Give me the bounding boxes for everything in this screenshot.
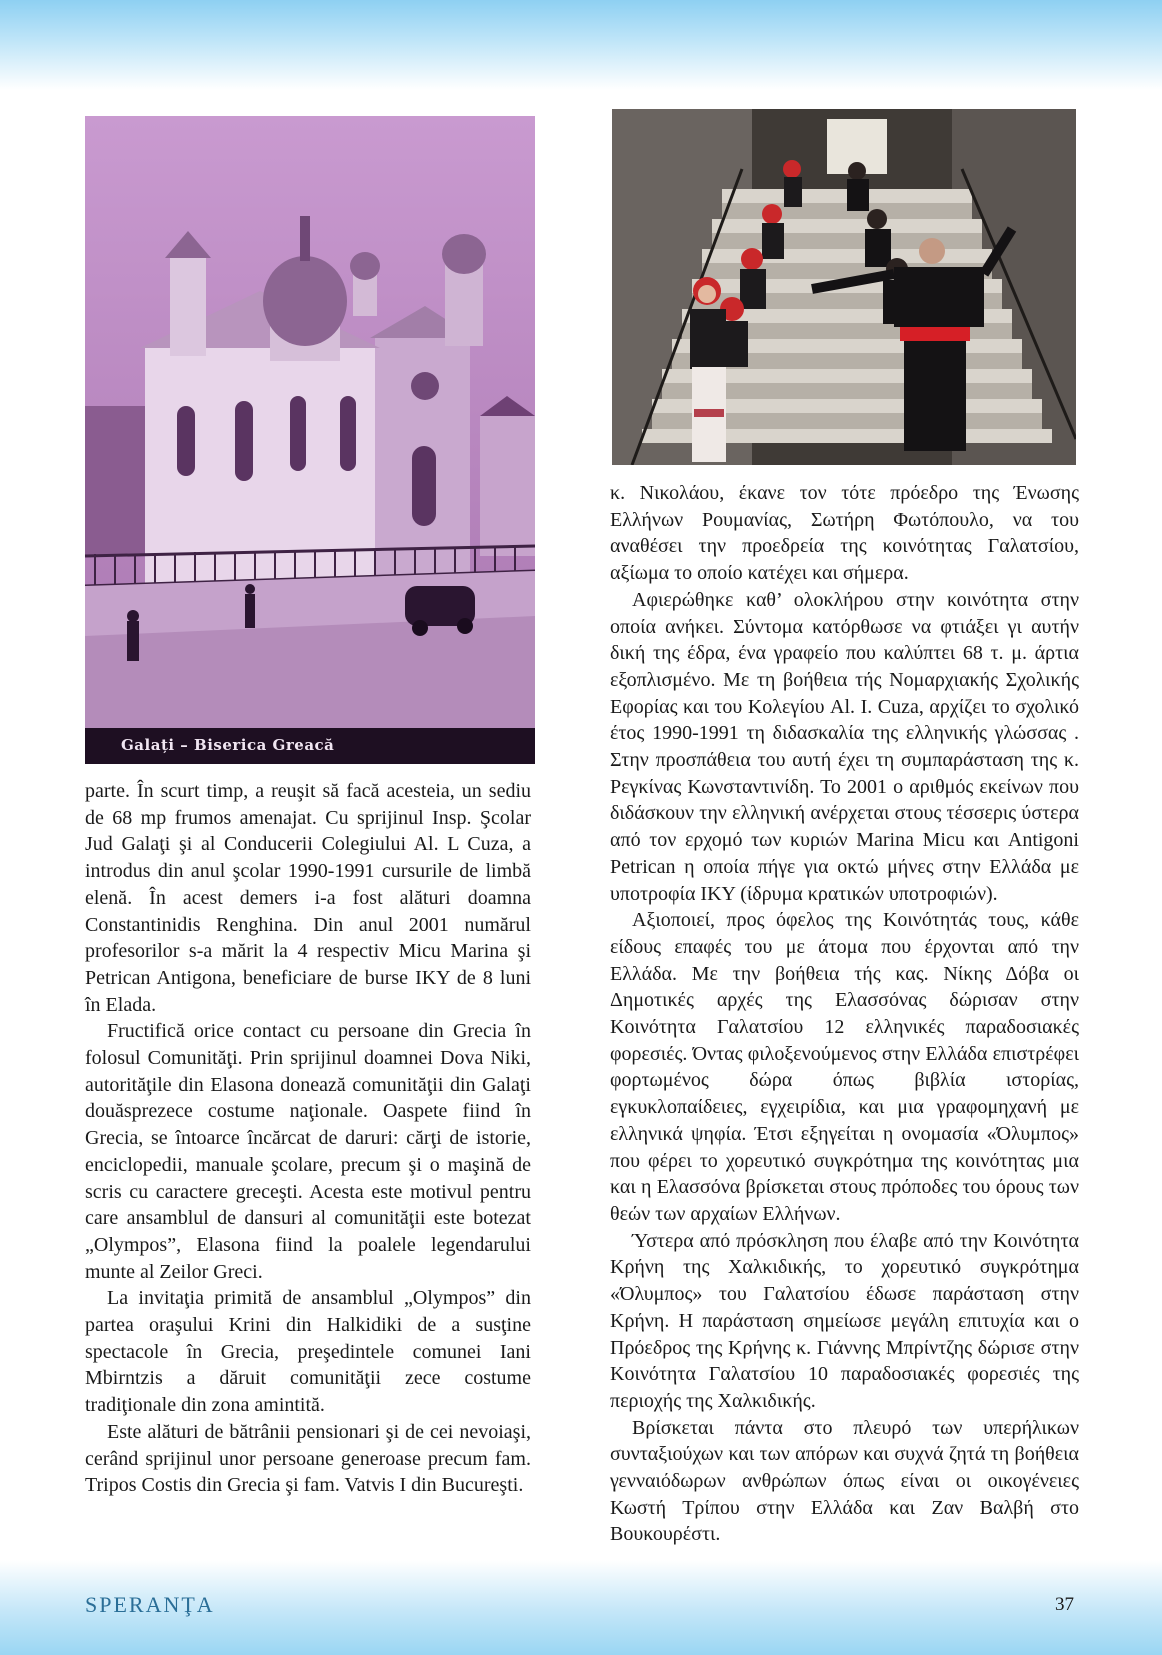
paragraph: La invitaţia primită de ansamblul „Olympos” din partea oraşului Krini din Halkidiki de a susţine spectacole în Grecia, preşedintele comunei Iani Mbirntzis a dăruit comunităţii zece costume tradiţionale din zona amintită.	[85, 1287, 531, 1417]
greek-text-column	[610, 480, 1079, 1548]
paragraph: Fructifică orice contact cu persoane din Grecia în folosul Comunităţi. Prin sprijinul doamnei Dova Niki, autorităţile din Elasona donează comunităţii din Galaţi douăsprezece costume naţionale. Oaspete fiind în Grecia, se întoarce încărcat de daruri: cărţi de istorie, enciclopedii, manuale şcolare, precum şi o maşină de scris cu caractere greceşti. Acesta este motivul pentru care ansamblul de dansuri al comunităţii este botezat „Olympos”, Elasona fiind la poalele legendarului munte al Zeilor Greci.	[85, 1020, 531, 1283]
dancers-photo	[612, 109, 1076, 465]
romanian-text-column	[85, 778, 531, 1499]
paragraph: Αξιοποιεί, προς όφελος της Κοινότητάς τους, κάθε είδους επαφές του με άτομα που έρχονται από την Ελλάδα. Με την βοήθεια τής κας. Νίκης Δόβα οι Δημοτικές αρχές της Ελασσόνας δώρισαν στην Κοινότητα Γαλατσίου 12 ελληνικές παραδοσιακές φορεσιές. Όντας φιλοξενούμενος στην Ελλάδα επιστρέφει φορτωμένος δώρα όπως βιβλία ιστορίας, εγκυκλοπαίδειες, εγχειρίδια, και μια γραφομηχανή με ελληνικά ψηφία. Έτσι εξηγείται η ονομασία «Όλυμπος» που φέρει το χορευτικό συγκρότημα της κοινότητας μια και η Ελασσόνα βρίσκεται στους πρόποδες του όρους των θεών των αρχαίων Ελλήνων.	[610, 909, 1079, 1225]
photo-caption: Galați – Biserica Greacă	[121, 736, 335, 754]
magazine-title: SPERANŢA	[85, 1592, 215, 1617]
paragraph: Ύστερα από πρόσκληση που έλαβε από την Κοινότητα Κρήνη της Χαλκιδικής, το χορευτικό συγκρότημα «Όλυμπος» του Γαλατσίου έδωσε παράσταση στην Κρήνη. Η παράσταση σημείωσε μεγάλη επιτυχία και ο Πρόεδρος της Κρήνης κ. Γιάννης Μπρίντζης δώρισε στην Κοινότητα Γαλατσίου 10 παραδοσιακές φορεσιές της περιοχής της Χαλκιδικής.	[610, 1229, 1079, 1412]
paragraph: Este alături de bătrânii pensionari şi de cei nevoiaşi, cerând sprijinul unor persoane generoase precum fam. Tripos Costis din Grecia şi fam. Vatvis I din Bucureşti.	[85, 1420, 531, 1497]
church-photo	[85, 116, 535, 764]
header-gradient-band	[0, 0, 1162, 90]
paragraph: Βρίσκεται πάντα στο πλευρό των υπερήλικων συνταξιούχων και των απόρων και συχνά ζητά τη βοήθεια γενναιόδωρων ανθρώπων όπως είναι οι οικογένειες Κωστή Τρίπου στην Ελλάδα και Ζαν Βαλβή στο Βουκουρέστι.	[610, 1416, 1079, 1546]
paragraph: parte. În scurt timp, a reuşit să facă acesteia, un sediu de 68 mp frumos amenajat. Cu sprijinul Insp. Şcolar Jud Galaţi şi al Conducerii Colegiului Al. L Cuza, a introdus din anul şcolar 1990-1991 cursurile de limbă elenă. În acest demers i-a fost alături doamna Constantinidis Renghina. Din anul 2001 numărul profesorilor s-a mărit la 4 respectiv Micu Marina şi Petrican Antigona, beneficiare de burse IKY de 8 luni în Elada.	[85, 780, 531, 1016]
page-number: 37	[1055, 1594, 1074, 1615]
paragraph: κ. Νικολάου, έκανε τον τότε πρόεδρο της Ένωσης Ελλήνων Ρουμανίας, Σωτήρη Φωτόπουλο, να του αναθέσει την προεδρεία της κοινότητας Γαλατσίου, αξίωμα το οποίο κατέχει και σήμερα.	[610, 482, 1079, 585]
paragraph: Αφιερώθηκε καθ’ ολοκλήρου στην κοινότητα στην οποία ανήκει. Σύντομα κατόρθωσε να φτιάξει γι αυτήν δική της έδρα, ένα γραφείο που καλύπτει 68 τ. μ. άρτια εξοπλισμένο. Με τη βοήθεια τής Νομαρχιακής Σχολικής Εφορίας και του Κολεγίου Al. I. Cuza, αρχίζει το σχολικό έτος 1990-1991 τη διδασκαλία της ελληνικής γλώσσας . Στην προσπάθεια του αυτή έχει τη συμπαράσταση της κ. Ρεγκίνας Κωνσταντινίδη. Το 2001 ο αριθμός εκείνων που διδάσκουν την ελληνική ανέρχεται στους τέσσερις ύστερα από τον ερχομό των κυριών Marina Micu και Antigoni Petrican η οποία πήγε για οκτώ μήνες στην Ελλάδα με υποτροφία ΙΚΥ (ίδρυμα κρατικών υποτροφιών).	[610, 588, 1079, 905]
